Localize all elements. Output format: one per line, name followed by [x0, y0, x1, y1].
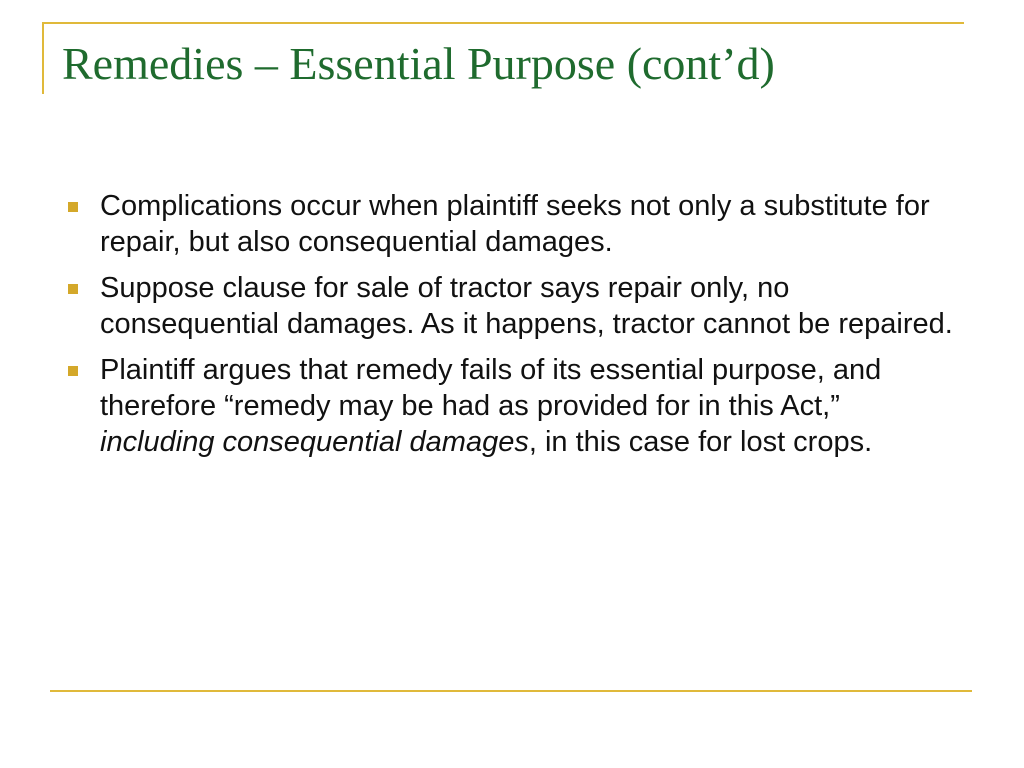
left-divider — [42, 22, 44, 94]
bullet-item — [62, 352, 962, 460]
bullet-item — [62, 188, 962, 260]
top-divider — [42, 22, 964, 24]
bullet-text: Suppose clause for sale of tractor says repair only, no consequential damages. As it happens, tractor cannot be repaired. — [100, 272, 953, 340]
bottom-divider — [50, 690, 972, 692]
square-bullet-icon — [68, 284, 78, 294]
bullet-text: Complications occur when plaintiff seeks not only a substitute for repair, but also consequential damages. — [100, 190, 930, 258]
bullet-text: Plaintiff argues that remedy fails of its essential purpose, and therefore “remedy may be had as provided for in this Act,” — [100, 354, 882, 422]
bullet-item — [62, 270, 962, 342]
slide-title: Remedies – Essential Purpose (cont’d) — [62, 38, 775, 89]
bullet-list — [62, 188, 962, 470]
square-bullet-icon — [68, 202, 78, 212]
bullet-emphasis: including consequential damages — [100, 426, 529, 458]
bullet-text-end: , in this case for lost crops. — [528, 426, 873, 458]
square-bullet-icon — [68, 366, 78, 376]
